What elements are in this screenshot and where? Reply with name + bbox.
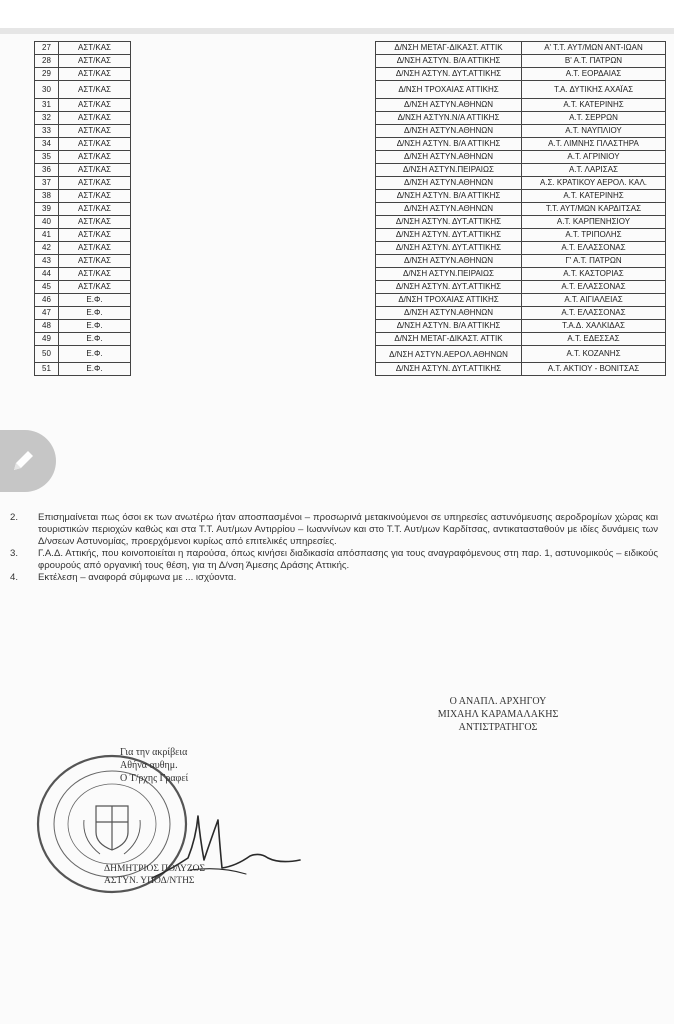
row-code: ΑΣΤ/ΚΑΣ (59, 190, 131, 203)
row-number: 34 (35, 138, 59, 151)
origin-unit: Δ/ΝΣΗ ΑΣΤΥΝ.ΑΘΗΝΩΝ (376, 177, 522, 190)
right-table-row (376, 138, 666, 151)
row-code: ΑΣΤ/ΚΑΣ (59, 81, 131, 99)
row-number: 32 (35, 112, 59, 125)
viewer-top-divider (0, 28, 674, 34)
row-code: ΑΣΤ/ΚΑΣ (59, 268, 131, 281)
row-number: 48 (35, 320, 59, 333)
row-number: 28 (35, 55, 59, 68)
right-table-row (376, 190, 666, 203)
destination-unit: Τ.Α. ΔΥΤΙΚΗΣ ΑΧΑΪΑΣ (522, 81, 666, 99)
left-table-row (35, 164, 131, 177)
right-table-row (376, 320, 666, 333)
origin-unit: Δ/ΝΣΗ ΑΣΤΥΝ.ΑΘΗΝΩΝ (376, 99, 522, 112)
right-table-row (376, 242, 666, 255)
right-table-row (376, 55, 666, 68)
right-table-row (376, 255, 666, 268)
row-number: 30 (35, 81, 59, 99)
right-table-row (376, 81, 666, 99)
origin-unit: Δ/ΝΣΗ ΤΡΟΧΑΙΑΣ ΑΤΤΙΚΗΣ (376, 294, 522, 307)
left-table-row (35, 346, 131, 363)
row-number: 50 (35, 346, 59, 363)
row-number: 46 (35, 294, 59, 307)
destination-unit: Τ.Τ. ΑΥΤ/ΜΩΝ ΚΑΡΔΙΤΣΑΣ (522, 203, 666, 216)
destination-unit: Α.Τ. ΕΟΡΔΑΙΑΣ (522, 68, 666, 81)
row-code: ΑΣΤ/ΚΑΣ (59, 138, 131, 151)
right-table-row (376, 164, 666, 177)
paragraph-text: Εκτέλεση – αναφορά σύμφωνα με ... ισχύοντα. (38, 572, 237, 583)
destination-unit: Α.Τ. ΛΙΜΝΗΣ ΠΛΑΣΤΗΡΑ (522, 138, 666, 151)
destination-unit: Α.Τ. ΝΑΥΠΛΙΟΥ (522, 125, 666, 138)
left-table-row (35, 190, 131, 203)
left-table-row (35, 281, 131, 294)
origin-unit: Δ/ΝΣΗ ΑΣΤΥΝ. ΔΥΤ.ΑΤΤΙΚΗΣ (376, 281, 522, 294)
destination-unit: Β' Α.Τ. ΠΑΤΡΩΝ (522, 55, 666, 68)
right-table-row (376, 112, 666, 125)
origin-unit: Δ/ΝΣΗ ΑΣΤΥΝ.ΑΘΗΝΩΝ (376, 203, 522, 216)
left-table-row (35, 216, 131, 229)
left-table-row (35, 242, 131, 255)
origin-unit: Δ/ΝΣΗ ΑΣΤΥΝ. Β/Α ΑΤΤΙΚΗΣ (376, 190, 522, 203)
row-code: ΑΣΤ/ΚΑΣ (59, 216, 131, 229)
right-table-row (376, 177, 666, 190)
certifier-rank: ΑΣΤΥΝ. ΥΠΟΔ/ΝΤΗΣ (104, 876, 195, 886)
destination-unit: Α.Τ. ΛΑΡΙΣΑΣ (522, 164, 666, 177)
paragraph-3 (10, 548, 658, 572)
row-number: 35 (35, 151, 59, 164)
right-table-row (376, 68, 666, 81)
certification-line: Αθήνα αυθημ. (120, 760, 178, 771)
row-number: 36 (35, 164, 59, 177)
left-table-row (35, 177, 131, 190)
row-code: ΑΣΤ/ΚΑΣ (59, 281, 131, 294)
destination-unit: Α.Σ. ΚΡΑΤΙΚΟΥ ΑΕΡΟΛ. ΚΑΛ. (522, 177, 666, 190)
paragraph-4 (10, 572, 658, 584)
origin-unit: Δ/ΝΣΗ ΑΣΤΥΝ.ΠΕΙΡΑΙΩΣ (376, 268, 522, 281)
row-number: 29 (35, 68, 59, 81)
origin-unit: Δ/ΝΣΗ ΑΣΤΥΝ. ΔΥΤ.ΑΤΤΙΚΗΣ (376, 363, 522, 376)
left-table-row (35, 125, 131, 138)
row-code: ΑΣΤ/ΚΑΣ (59, 42, 131, 55)
right-table-row (376, 125, 666, 138)
left-table-row (35, 333, 131, 346)
origin-unit: Δ/ΝΣΗ ΤΡΟΧΑΙΑΣ ΑΤΤΙΚΗΣ (376, 81, 522, 99)
origin-unit: Δ/ΝΣΗ ΑΣΤΥΝ.ΑΘΗΝΩΝ (376, 125, 522, 138)
origin-unit: Δ/ΝΣΗ ΑΣΤΥΝ.ΑΘΗΝΩΝ (376, 255, 522, 268)
destination-unit: Α.Τ. ΕΔΕΣΣΑΣ (522, 333, 666, 346)
row-number: 38 (35, 190, 59, 203)
left-table-row (35, 138, 131, 151)
row-code: ΑΣΤ/ΚΑΣ (59, 99, 131, 112)
origin-unit: Δ/ΝΣΗ ΜΕΤΑΓ-ΔΙΚΑΣΤ. ΑΤΤΙΚ (376, 333, 522, 346)
right-table (375, 41, 666, 376)
destination-unit: Α' Τ.Τ. ΑΥΤ/ΜΩΝ ΑΝΤ-ΙΩΑΝ (522, 42, 666, 55)
row-number: 33 (35, 125, 59, 138)
left-table (34, 41, 131, 376)
right-table-row (376, 363, 666, 376)
row-code: ΑΣΤ/ΚΑΣ (59, 242, 131, 255)
destination-unit: Α.Τ. ΕΛΑΣΣΟΝΑΣ (522, 242, 666, 255)
right-table-row (376, 203, 666, 216)
destination-unit: Α.Τ. ΚΑΡΠΕΝΗΣΙΟΥ (522, 216, 666, 229)
row-code: Ε.Φ. (59, 320, 131, 333)
row-code: ΑΣΤ/ΚΑΣ (59, 55, 131, 68)
row-code: ΑΣΤ/ΚΑΣ (59, 125, 131, 138)
destination-unit: Α.Τ. ΑΓΡΙΝΙΟΥ (522, 151, 666, 164)
certification-line: Ο Τ/ρχης Γραφεί (120, 773, 189, 784)
pencil-icon (8, 446, 38, 476)
paragraph-text: Επισημαίνεται πως όσοι εκ των ανωτέρω ήταν αποσπασμένοι – προσωρινά μετακινούμενοι σε υπηρεσίες αστυνόμευσης αεροδρομίων χώρας και τουριστικών περιοχών καθώς και στα Τ.Τ. Αυτ/μων Αντιρρίου – Ιωαννίνων και στο Τ.Τ. Αυτ/μων Καρδίτσας, αντικατασταθούν με ιδίες δυνάμεις των Δ/νσεων Αστυνομίας, προερχόμενοι κυρίως από επιτελικές υπηρεσίες. (38, 512, 658, 547)
row-code: ΑΣΤ/ΚΑΣ (59, 68, 131, 81)
origin-unit: Δ/ΝΣΗ ΑΣΤΥΝ.ΑΘΗΝΩΝ (376, 307, 522, 320)
origin-unit: Δ/ΝΣΗ ΑΣΤΥΝ. Β/Α ΑΤΤΙΚΗΣ (376, 55, 522, 68)
row-number: 40 (35, 216, 59, 229)
row-code: Ε.Φ. (59, 346, 131, 363)
row-number: 47 (35, 307, 59, 320)
row-number: 42 (35, 242, 59, 255)
row-code: Ε.Φ. (59, 333, 131, 346)
signatory-name: ΜΙΧΑΗΛ ΚΑΡΑΜΑΛΑΚΗΣ (437, 709, 559, 720)
row-number: 31 (35, 99, 59, 112)
left-table-row (35, 99, 131, 112)
row-code: Ε.Φ. (59, 294, 131, 307)
left-table-row (35, 112, 131, 125)
signatory-block (388, 695, 608, 734)
destination-unit: Α.Τ. ΑΚΤΙΟΥ - ΒΟΝΙΤΣΑΣ (522, 363, 666, 376)
right-table-row (376, 281, 666, 294)
destination-unit: Α.Τ. ΕΛΑΣΣΟΝΑΣ (522, 307, 666, 320)
certification-block (120, 746, 188, 785)
row-number: 27 (35, 42, 59, 55)
origin-unit: Δ/ΝΣΗ ΑΣΤΥΝ. Β/Α ΑΤΤΙΚΗΣ (376, 138, 522, 151)
origin-unit: Δ/ΝΣΗ ΑΣΤΥΝ. ΔΥΤ.ΑΤΤΙΚΗΣ (376, 68, 522, 81)
row-number: 39 (35, 203, 59, 216)
row-number: 41 (35, 229, 59, 242)
destination-unit: Α.Τ. ΚΑΣΤΟΡΙΑΣ (522, 268, 666, 281)
left-table-row (35, 81, 131, 99)
right-table-row (376, 333, 666, 346)
destination-unit: Α.Τ. ΕΛΑΣΣΟΝΑΣ (522, 281, 666, 294)
paragraphs (10, 512, 658, 584)
origin-unit: Δ/ΝΣΗ ΑΣΤΥΝ. Β/Α ΑΤΤΙΚΗΣ (376, 320, 522, 333)
row-code: Ε.Φ. (59, 307, 131, 320)
right-table-row (376, 307, 666, 320)
destination-unit: Α.Τ. ΚΑΤΕΡΙΝΗΣ (522, 190, 666, 203)
right-table-row (376, 229, 666, 242)
row-code: ΑΣΤ/ΚΑΣ (59, 112, 131, 125)
row-number: 49 (35, 333, 59, 346)
left-table-row (35, 68, 131, 81)
origin-unit: Δ/ΝΣΗ ΑΣΤΥΝ.ΑΘΗΝΩΝ (376, 151, 522, 164)
left-table-row (35, 307, 131, 320)
left-table-row (35, 203, 131, 216)
paragraph-number: 4. (10, 572, 19, 583)
certification-line: Για την ακρίβεια (120, 747, 188, 758)
left-table-row (35, 151, 131, 164)
origin-unit: Δ/ΝΣΗ ΑΣΤΥΝ.Ν/Α ΑΤΤΙΚΗΣ (376, 112, 522, 125)
destination-unit: Α.Τ. ΤΡΙΠΟΛΗΣ (522, 229, 666, 242)
row-code: ΑΣΤ/ΚΑΣ (59, 203, 131, 216)
row-number: 45 (35, 281, 59, 294)
right-table-row (376, 346, 666, 363)
signatory-rank: ΑΝΤΙΣΤΡΑΤΗΓΟΣ (458, 722, 538, 733)
right-table-row (376, 42, 666, 55)
origin-unit: Δ/ΝΣΗ ΑΣΤΥΝ.ΠΕΙΡΑΙΩΣ (376, 164, 522, 177)
destination-unit: Α.Τ. ΚΟΖΑΝΗΣ (522, 346, 666, 363)
right-table-row (376, 151, 666, 164)
paragraph-number: 3. (10, 548, 19, 559)
paragraph-text: Γ.Α.Δ. Αττικής, που κοινοποιείται η παρούσα, όπως κινήσει διαδικασία απόσπασης για τους αναγραφόμενους στη παρ. 1, αστυνομικούς – ειδικούς φρουρούς από οργανική τους θέση, για τη Δ/νση Άμεσης Δράσης Αττικής. (38, 548, 658, 571)
row-code: ΑΣΤ/ΚΑΣ (59, 177, 131, 190)
right-table-row (376, 216, 666, 229)
row-number: 43 (35, 255, 59, 268)
left-table-row (35, 229, 131, 242)
paragraph-2 (10, 512, 658, 548)
row-code: ΑΣΤ/ΚΑΣ (59, 151, 131, 164)
row-number: 37 (35, 177, 59, 190)
left-table-row (35, 268, 131, 281)
row-code: ΑΣΤ/ΚΑΣ (59, 164, 131, 177)
left-table-row (35, 55, 131, 68)
row-code: Ε.Φ. (59, 363, 131, 376)
right-table-row (376, 294, 666, 307)
destination-unit: Τ.Α.Δ. ΧΑΛΚΙΔΑΣ (522, 320, 666, 333)
left-table-row (35, 320, 131, 333)
left-table-row (35, 255, 131, 268)
origin-unit: Δ/ΝΣΗ ΜΕΤΑΓ-ΔΙΚΑΣΤ. ΑΤΤΙΚ (376, 42, 522, 55)
left-table-row (35, 294, 131, 307)
origin-unit: Δ/ΝΣΗ ΑΣΤΥΝ. ΔΥΤ.ΑΤΤΙΚΗΣ (376, 229, 522, 242)
row-number: 44 (35, 268, 59, 281)
left-table-row (35, 42, 131, 55)
signatory-title: Ο ΑΝΑΠΛ. ΑΡΧΗΓΟΥ (449, 696, 547, 707)
certifier-name: ΔΗΜΗΤΡΙΟΣ ΠΟΛΥΖΟΣ (104, 864, 206, 874)
destination-unit: Γ' Α.Τ. ΠΑΤΡΩΝ (522, 255, 666, 268)
edit-button[interactable] (0, 430, 56, 492)
destination-unit: Α.Τ. ΑΙΓΙΑΛΕΙΑΣ (522, 294, 666, 307)
right-table-row (376, 99, 666, 112)
row-code: ΑΣΤ/ΚΑΣ (59, 255, 131, 268)
origin-unit: Δ/ΝΣΗ ΑΣΤΥΝ. ΔΥΤ.ΑΤΤΙΚΗΣ (376, 242, 522, 255)
paragraph-number: 2. (10, 512, 19, 523)
destination-unit: Α.Τ. ΚΑΤΕΡΙΝΗΣ (522, 99, 666, 112)
row-code: ΑΣΤ/ΚΑΣ (59, 229, 131, 242)
row-number: 51 (35, 363, 59, 376)
destination-unit: Α.Τ. ΣΕΡΡΩΝ (522, 112, 666, 125)
right-table-row (376, 268, 666, 281)
left-table-row (35, 363, 131, 376)
origin-unit: Δ/ΝΣΗ ΑΣΤΥΝ. ΔΥΤ.ΑΤΤΙΚΗΣ (376, 216, 522, 229)
origin-unit: Δ/ΝΣΗ ΑΣΤΥΝ.ΑΕΡΟΛ.ΑΘΗΝΩΝ (376, 346, 522, 363)
certification-signatory (104, 863, 205, 887)
